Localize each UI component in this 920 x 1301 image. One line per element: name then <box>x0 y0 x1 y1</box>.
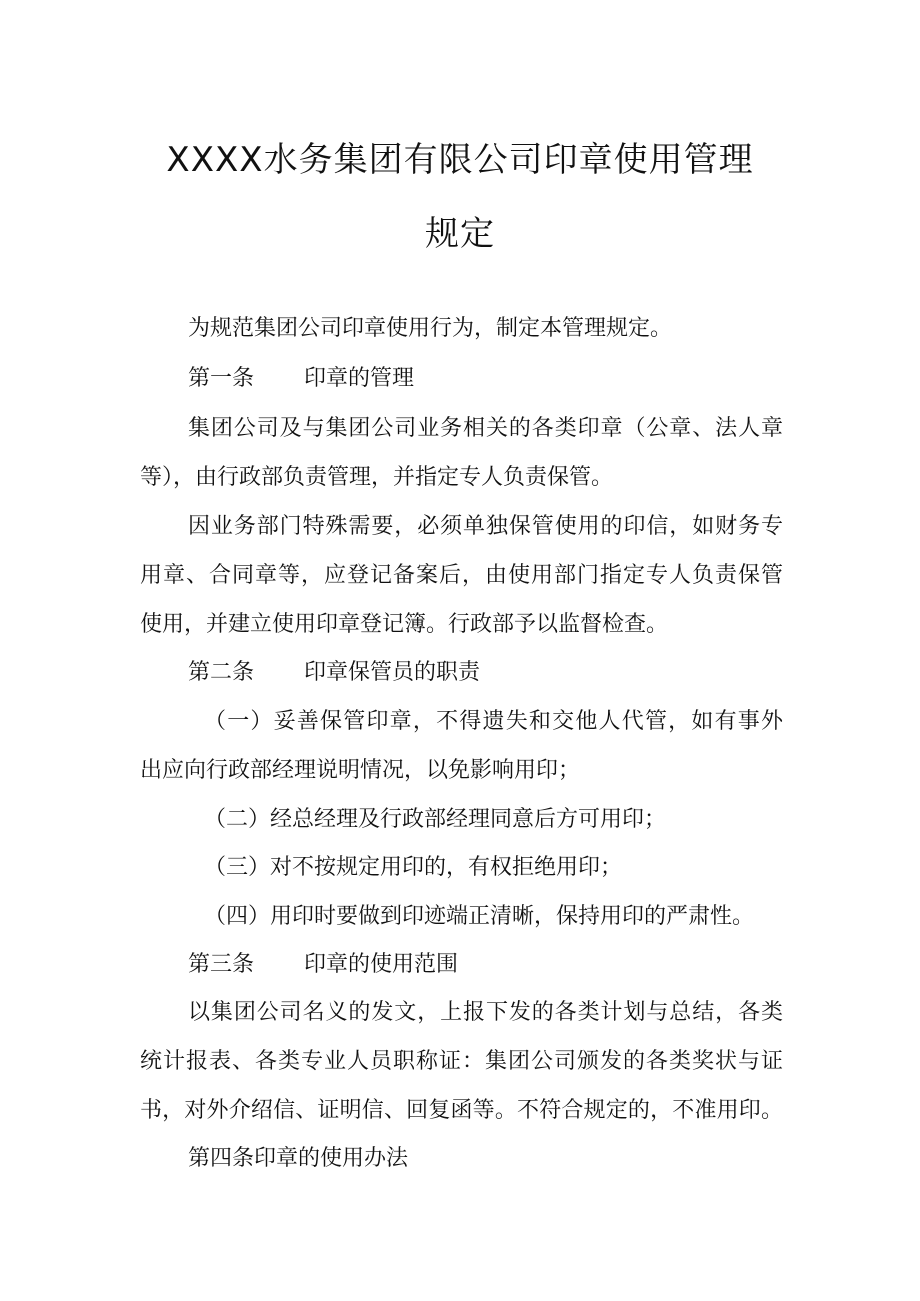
article-2-item-3: （三）对不按规定用印的，有权拒绝用印； <box>204 855 623 880</box>
article-2-item-1-line-1: （一）妥善保管印章，不得遗失和交他人代管，如有事外 <box>204 709 783 734</box>
article-3-paragraph-line-1: 以集团公司名义的发文，上报下发的各类计划与总结，各类 <box>188 1000 783 1025</box>
article-2-item-2: （二）经总经理及行政部经理同意后方可用印； <box>204 807 667 832</box>
article-1-heading <box>188 364 414 394</box>
article-2-item-1-line-2: 出应向行政部经理说明情况，以免影响用印； <box>140 758 581 783</box>
article-1-paragraph-1-line-2: 等），由行政部负责管理，并指定专人负责保管。 <box>140 465 614 490</box>
intro-paragraph: 为规范集团公司印章使用行为，制定本管理规定。 <box>188 316 673 341</box>
article-1-number: 第一条 <box>188 366 255 391</box>
article-1-paragraph-2-line-1: 因业务部门特殊需要，必须单独保管使用的印信，如财务专 <box>188 514 783 539</box>
article-3-number: 第三条 <box>188 952 255 977</box>
article-3-paragraph-line-2: 统计报表、各类专业人员职称证：集团公司颁发的各类奖状与证 <box>140 1049 783 1074</box>
article-1-paragraph-2-line-3: 使用，并建立使用印章登记簿。行政部予以监督检查。 <box>140 612 669 637</box>
article-2-number: 第二条 <box>188 660 255 685</box>
article-1-title: 印章的管理 <box>304 366 415 391</box>
article-3-title: 印章的使用范围 <box>304 952 459 977</box>
article-3-paragraph-line-3: 书，对外介绍信、证明信、回复函等。不符合规定的，不准用印。 <box>140 1098 783 1123</box>
document-title-line-2: 规定 <box>425 214 495 254</box>
article-4-heading: 第四条印章的使用办法 <box>188 1146 409 1171</box>
article-2-title: 印章保管员的职责 <box>304 660 481 685</box>
document-title-line-1: XXXX水务集团有限公司印章使用管理 <box>166 140 754 180</box>
article-1-paragraph-2-line-2: 用章、合同章等，应登记备案后，由使用部门指定专人负责保管 <box>140 563 783 588</box>
article-3-heading <box>188 950 458 980</box>
article-1-paragraph-1-line-1: 集团公司及与集团公司业务相关的各类印章（公章、法人章 <box>188 416 783 441</box>
article-2-item-4: （四）用印时要做到印迹端正清晰，保持用印的严肃性。 <box>204 904 755 929</box>
article-2-heading <box>188 658 480 688</box>
